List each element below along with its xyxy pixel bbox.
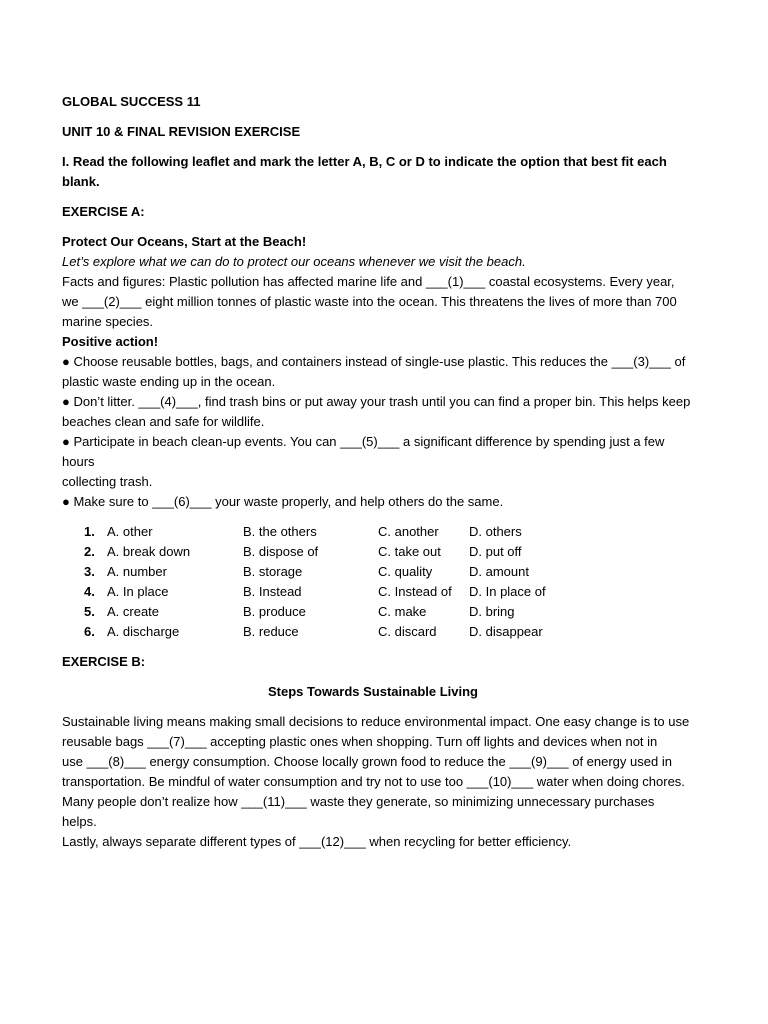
bullet-1-line-1: ● Choose reusable bottles, bags, and containers instead of single-use plastic. This reduces the ___(3)___ of — [62, 354, 686, 369]
course-title: GLOBAL SUCCESS 11 — [62, 94, 201, 109]
question-number: 3. — [84, 564, 95, 579]
question-number: 2. — [84, 544, 95, 559]
passage-line-3: use ___(8)___ energy consumption. Choose locally grown food to reduce the ___(9)___ of energy used in — [62, 754, 672, 769]
option-a: A. number — [107, 564, 167, 579]
option-b: B. produce — [243, 604, 306, 619]
option-a: A. In place — [107, 584, 169, 599]
passage-line-2: reusable bags ___(7)___ accepting plastic ones when shopping. Turn off lights and devices when not in — [62, 734, 658, 749]
answer-options-table — [62, 522, 692, 642]
bullet-2-line-2: beaches clean and safe for wildlife. — [62, 414, 265, 429]
exercise-a-label: EXERCISE A: — [62, 204, 145, 219]
instruction-text: I. Read the following leaflet and mark the letter A, B, C or D to indicate the option that best fit each blank. — [62, 154, 667, 189]
option-row — [62, 582, 692, 602]
unit-title: UNIT 10 & FINAL REVISION EXERCISE — [62, 124, 301, 139]
bullet-2-line-1: ● Don’t litter. ___(4)___, find trash bins or put away your trash until you can find a proper bin. This helps keep — [62, 394, 691, 409]
option-d: D. others — [469, 524, 522, 539]
option-row — [62, 522, 692, 542]
passage-line-5: Many people don’t realize how ___(11)___ waste they generate, so minimizing unnecessary purchases helps. — [62, 794, 655, 829]
option-a: A. discharge — [107, 624, 180, 639]
facts-line-2: we ___(2)___ eight million tonnes of plastic waste into the ocean. This threatens the lives of more than 700 — [62, 294, 677, 309]
question-number: 4. — [84, 584, 95, 599]
option-a: A. other — [107, 524, 153, 539]
option-b: B. Instead — [243, 584, 302, 599]
option-a: A. break down — [107, 544, 191, 559]
option-row — [62, 542, 692, 562]
option-d: D. In place of — [469, 584, 546, 599]
exercise-b-label: EXERCISE B: — [62, 654, 146, 669]
option-c: C. Instead of — [378, 584, 452, 599]
option-d: D. put off — [469, 544, 522, 559]
option-b: B. storage — [243, 564, 303, 579]
option-b: B. reduce — [243, 624, 299, 639]
facts-line-3: marine species. — [62, 314, 154, 329]
positive-action-label: Positive action! — [62, 334, 159, 349]
option-d: D. amount — [469, 564, 529, 579]
leaflet-title: Protect Our Oceans, Start at the Beach! — [62, 234, 307, 249]
bullet-1-line-2: plastic waste ending up in the ocean. — [62, 374, 276, 389]
option-c: C. take out — [378, 544, 441, 559]
option-c: C. discard — [378, 624, 437, 639]
bullet-4-line-1: ● Make sure to ___(6)___ your waste properly, and help others do the same. — [62, 494, 504, 509]
option-row — [62, 562, 692, 582]
question-number: 1. — [84, 524, 95, 539]
option-c: C. make — [378, 604, 427, 619]
option-b: B. the others — [243, 524, 317, 539]
option-c: C. quality — [378, 564, 433, 579]
bullet-3-line-2: collecting trash. — [62, 474, 153, 489]
document-page — [62, 92, 692, 852]
bullet-3-line-1: ● Participate in beach clean-up events. You can ___(5)___ a significant difference by spending just a few hours — [62, 434, 665, 469]
option-row — [62, 622, 692, 642]
option-d: D. disappear — [469, 624, 543, 639]
question-number: 6. — [84, 624, 95, 639]
option-b: B. dispose of — [243, 544, 319, 559]
passage-line-1: Sustainable living means making small decisions to reduce environmental impact. One easy change is to use — [62, 714, 690, 729]
option-c: C. another — [378, 524, 439, 539]
exercise-b-title: Steps Towards Sustainable Living — [268, 684, 478, 699]
option-a: A. create — [107, 604, 160, 619]
option-d: D. bring — [469, 604, 515, 619]
leaflet — [62, 232, 692, 512]
leaflet-intro: Let’s explore what we can do to protect our oceans whenever we visit the beach. — [62, 254, 526, 269]
facts-line-1: Facts and figures: Plastic pollution has affected marine life and ___(1)___ coastal ecosystems. Every year, — [62, 274, 675, 289]
passage-line-4: transportation. Be mindful of water consumption and try not to use too ___(10)___ water when doing chores. — [62, 774, 685, 789]
exercise-b-passage — [62, 712, 692, 852]
option-row — [62, 602, 692, 622]
question-number: 5. — [84, 604, 95, 619]
passage-line-6: Lastly, always separate different types of ___(12)___ when recycling for better efficiency. — [62, 834, 572, 849]
